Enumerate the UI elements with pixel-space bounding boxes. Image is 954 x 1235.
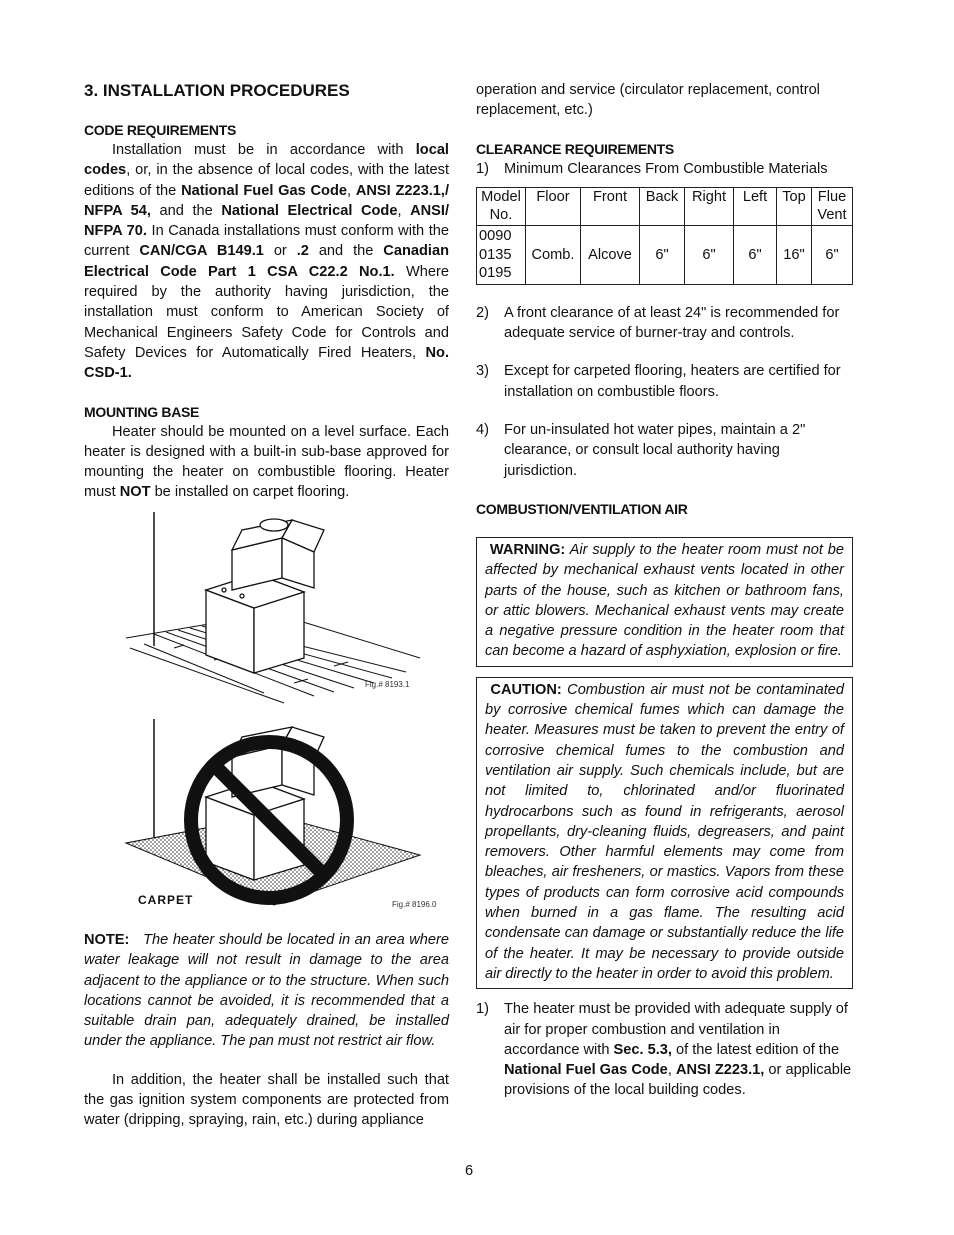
- warning-box: WARNING: Air supply to the heater room must not be affected by mechanical exhaust vents located in other parts of the house, such as kitchen or bathroom fans, or attic blowers. Mechanical exhaust vents may create a negative pressure condition in the heater room that can become a hazard of asphyxiation, explosion or fire.: [476, 537, 853, 667]
- clearance-item-2: 2) A front clearance of at least 24" is recommended for adequate service of burner-tray and controls.: [476, 304, 840, 342]
- carpet-label: CARPET: [138, 893, 194, 907]
- mounting-base-title: MOUNTING BASE: [84, 403, 200, 420]
- note-block: [84, 930, 449, 1131]
- clearance-title: CLEARANCE REQUIREMENTS: [476, 140, 674, 157]
- heater-on-carpet-prohibited-figure: [124, 715, 424, 915]
- ignition-protection-text: In addition, the heater shall be installed such that the gas ignition system components are protected from water (dripping, spraying, rain, etc.) during appliance: [84, 1071, 449, 1129]
- combustion-item-1: 1) The heater must be provided with adequate supply of air for proper combustion and ventilation in accordance with Sec. 5.3, of the latest edition of the National Fuel Gas Code, ANSI Z223.1, or applicable provisions of the local building codes.: [476, 1001, 852, 1099]
- caution-box: CAUTION: Combustion air must not be contaminated by corrosive chemical fumes which can damage the heater. Measures must be taken to prevent the entry of corrosive chemical fumes to the combustion and ventilation air supply. Such chemicals include, but are not limited to, chlorinated and/or fluorinated hydrocarbons such as found in refrigerants, aerosol propellants, dry-cleaning fluids, degreasers, and paint removers. Other harmful elements may come from bleaches, air fresheners, or mastics. Vapors from these types of products can form corrosive acid compounds when burned in a gas flame. The resulting acid condensate can damage or substantially reduce the life of the heater. It may be necessary to provide outside air directly to the heater in order to avoid this problem.: [476, 677, 853, 989]
- clearance-item-3: 3) Except for carpeted flooring, heaters are certified for installation on combustible floors.: [476, 363, 841, 400]
- mounting-base-text: Heater should be mounted on a level surface. Each heater is designed with a built-in sub-base approved for mounting the heater on combustible flooring. Heater must NOT be installed on carpet flooring.: [84, 423, 449, 501]
- clearance-table-row: 0090 0135 0195 Comb. Alcove 6" 6" 6" 16" 6": [477, 225, 853, 284]
- continued-text: operation and service (circulator replacement, control replacement, etc.): [476, 82, 820, 119]
- clearance-table: [476, 187, 853, 285]
- code-requirements-text: Installation must be in accordance with local codes, or, in the absence of local codes, with the latest editions of the National Fuel Gas Code, ANSI Z223.1,/ NFPA 54, and the National Electrical Code, ANSI/ NFPA 70. In Canada installations must conform with the current CAN/CGA B149.1 or .2 and the Canadian Electrical Code Part 1 CSA C22.2 No.1. Where required by the authority having jurisdiction, the installation must conform to American Society of Mechanical Engineers Safety Code for Controls and Safety Devices for Automatically Fired Heaters, No. CSD-1.: [84, 142, 450, 382]
- section-heading: 3. INSTALLATION PROCEDURES: [84, 81, 350, 100]
- page-number: 6: [464, 1163, 474, 1179]
- clearance-item-4: 4) For un-insulated hot water pipes, maintain a 2" clearance, or consult local authority having jurisdiction.: [476, 422, 806, 479]
- combustion-title: COMBUSTION/VENTILATION AIR: [476, 500, 688, 517]
- figure-1-label: Fig.# 8193.1: [365, 680, 410, 689]
- left-column: [84, 80, 449, 503]
- clearance-item-1: 1) Minimum Clearances From Combustible Materials: [476, 160, 828, 177]
- right-column: [476, 80, 853, 1101]
- figure-2-label: Fig.# 8196.0: [392, 900, 437, 909]
- clearance-table-header: Model No. Floor Front Back Right Left Top Flue Vent: [477, 187, 853, 225]
- note-text: NOTE: The heater should be located in an area where water leakage will not result in damage to the area adjacent to the appliance or to the structure. When such locations cannot be avoided, it is recommended that a suitable drain pan, adequately drained, be installed under the appliance. The pan must not restrict air flow.: [84, 932, 449, 1050]
- code-requirements-title: CODE REQUIREMENTS: [84, 122, 237, 138]
